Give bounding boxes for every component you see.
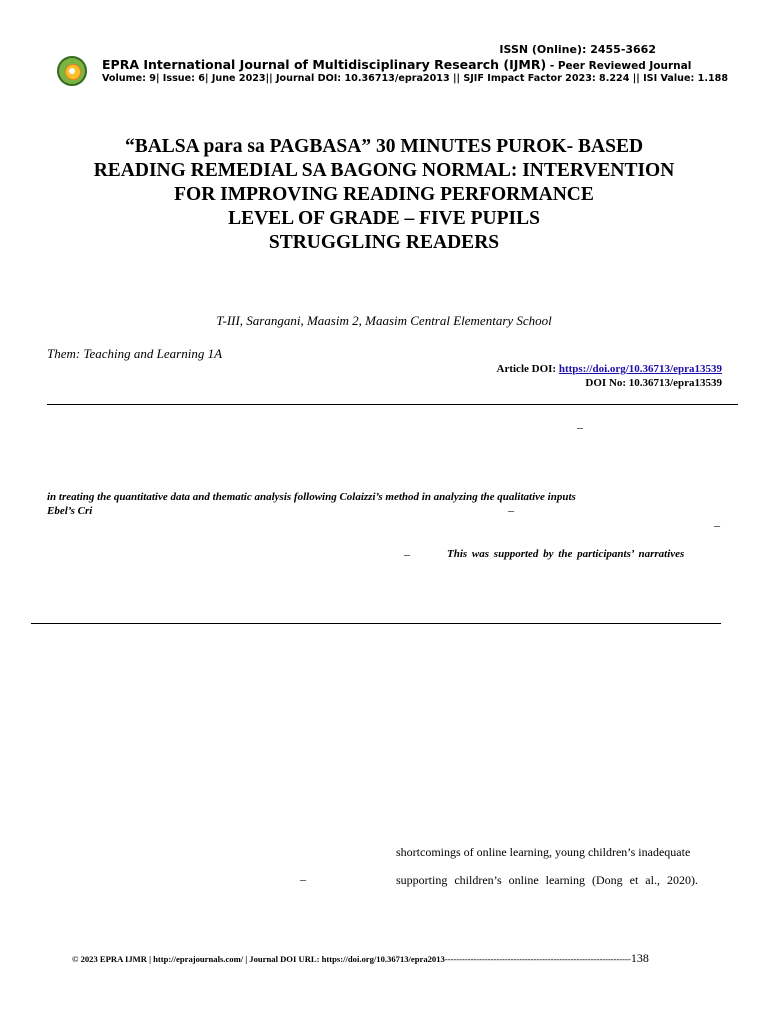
- article-doi-label: Article DOI:: [496, 363, 559, 375]
- abstract-bottom-rule: [31, 623, 721, 624]
- paper-theme: Them: Teaching and Learning 1A: [47, 346, 223, 361]
- journal-meta: Volume: 9| Issue: 6| June 2023|| Journal DOI: 10.36713/epra2013 || SJIF Impact Factor 2023: 8.224 || ISI Value: 1.188: [102, 73, 729, 84]
- issn: ISSN (Online): 2455-3662: [499, 43, 656, 56]
- abstract-line: Ebel’s Cri: [47, 505, 93, 517]
- author-affiliation: T-III, Sarangani, Maasim 2, Maasim Central Elementary School: [216, 313, 552, 328]
- body-dash: –: [300, 872, 306, 886]
- title-line: STRUGGLING READERS: [268, 232, 500, 253]
- paper-title: [0, 135, 768, 255]
- footer-text: © 2023 EPRA IJMR | http://eprajournals.com/ | Journal DOI URL: https://doi.org/10.36713/epra2013-----------------------------------------------------------------: [72, 954, 631, 964]
- abstract-dash: –: [404, 547, 410, 561]
- abstract-line: This was supported by the participants’ narratives: [447, 548, 685, 560]
- body-line: shortcomings of online learning, young children’s inadequate: [396, 845, 691, 859]
- page-number: 138: [630, 951, 649, 965]
- doi-number: DOI No: 10.36713/epra13539: [585, 377, 722, 389]
- title-line: LEVEL OF GRADE – FIVE PUPILS: [228, 208, 540, 229]
- article-doi-link[interactable]: https://doi.org/10.36713/epra13539: [558, 363, 722, 375]
- peer-reviewed-label: - Peer Reviewed Journal: [546, 60, 692, 72]
- body-line: supporting children’s online learning (Dong et al., 2020).: [396, 873, 698, 887]
- page-footer: [72, 951, 649, 966]
- title-line: “BALSA para sa PAGBASA” 30 MINUTES PUROK- BASED: [124, 136, 644, 157]
- journal-name-text: EPRA International Journal of Multidisciplinary Research (IJMR): [102, 57, 547, 72]
- abstract-dash: –: [714, 518, 720, 532]
- abstract-dash: –: [508, 503, 514, 517]
- title-line: FOR IMPROVING READING PERFORMANCE: [174, 184, 594, 205]
- abstract-line: in treating the quantitative data and thematic analysis following Colaizzi’s method in analyzing the qualitative inputs: [47, 491, 576, 503]
- title-line: READING REMEDIAL SA BAGONG NORMAL: INTERVENTION: [93, 160, 675, 181]
- doi-block: [497, 362, 722, 390]
- abstract-top-rule: [47, 404, 738, 405]
- journal-logo: [57, 56, 87, 86]
- journal-name: [102, 57, 691, 72]
- abstract-dash: –: [577, 420, 583, 434]
